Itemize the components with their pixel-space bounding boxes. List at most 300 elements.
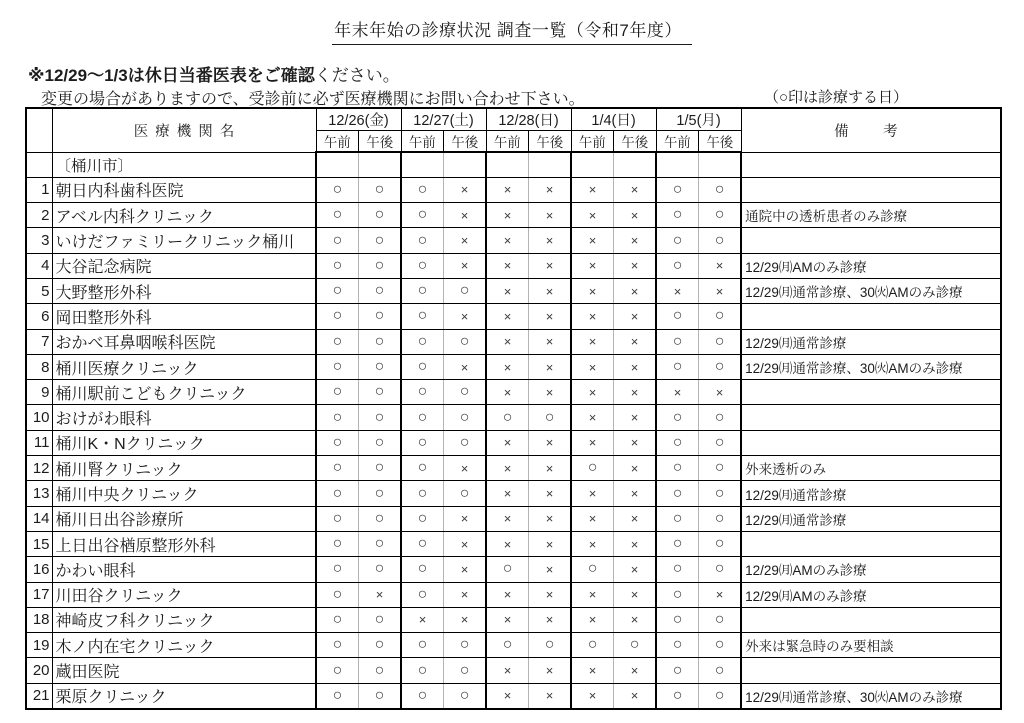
availability-mark: ○ bbox=[699, 683, 742, 708]
row-number: 18 bbox=[26, 607, 52, 632]
row-number: 9 bbox=[26, 380, 52, 405]
availability-mark: × bbox=[486, 531, 529, 556]
row-number: 8 bbox=[26, 354, 52, 379]
availability-mark: × bbox=[656, 278, 699, 303]
availability-mark: × bbox=[614, 430, 657, 455]
availability-mark: × bbox=[571, 607, 614, 632]
note-primary-rest: ください。 bbox=[314, 66, 400, 85]
availability-mark: ○ bbox=[316, 633, 359, 658]
availability-mark: × bbox=[614, 683, 657, 708]
availability-mark: ○ bbox=[486, 405, 529, 430]
availability-mark: ○ bbox=[359, 203, 402, 228]
availability-mark: ○ bbox=[316, 607, 359, 632]
row-number: 5 bbox=[26, 278, 52, 303]
column-header-remarks: 備 考 bbox=[741, 108, 1001, 152]
availability-mark: × bbox=[486, 481, 529, 506]
column-header-session: 午前 bbox=[316, 131, 359, 153]
availability-mark: × bbox=[571, 683, 614, 708]
availability-mark: × bbox=[529, 531, 572, 556]
availability-mark: ○ bbox=[699, 405, 742, 430]
remarks-cell: 12/29㈪AMのみ診療 bbox=[741, 253, 1001, 278]
row-number: 20 bbox=[26, 658, 52, 683]
row-number: 4 bbox=[26, 253, 52, 278]
column-header-date: 1/4(日) bbox=[571, 108, 656, 131]
column-header-session: 午後 bbox=[444, 131, 487, 153]
availability-mark: ○ bbox=[316, 582, 359, 607]
availability-mark: × bbox=[486, 304, 529, 329]
remarks-cell: 12/29㈪AMのみ診療 bbox=[741, 557, 1001, 582]
availability-mark: ○ bbox=[316, 380, 359, 405]
availability-mark: ○ bbox=[444, 278, 487, 303]
availability-mark: × bbox=[444, 557, 487, 582]
clinic-name: アベル内科クリニック bbox=[52, 203, 316, 228]
empty-cell bbox=[571, 152, 614, 177]
availability-mark: × bbox=[571, 405, 614, 430]
table-row bbox=[26, 456, 1001, 481]
clinic-name: 栗原クリニック bbox=[52, 683, 316, 708]
availability-mark: × bbox=[529, 557, 572, 582]
availability-mark: ○ bbox=[359, 658, 402, 683]
availability-mark: ○ bbox=[656, 329, 699, 354]
remarks-cell bbox=[741, 152, 1001, 177]
availability-mark: ○ bbox=[699, 177, 742, 202]
remarks-cell bbox=[741, 658, 1001, 683]
table-row bbox=[26, 430, 1001, 455]
availability-mark: × bbox=[486, 278, 529, 303]
note-primary-bold: ※12/29～1/3は休日当番医表をご確認 bbox=[28, 66, 315, 85]
note-secondary: 変更の場合がありますので、受診前に必ず医療機関にお問い合わせ下さい。 bbox=[41, 91, 585, 108]
availability-mark: × bbox=[571, 481, 614, 506]
availability-mark: ○ bbox=[316, 456, 359, 481]
table-row bbox=[26, 228, 1001, 253]
availability-mark: × bbox=[571, 582, 614, 607]
empty-cell bbox=[444, 152, 487, 177]
availability-mark: ○ bbox=[359, 354, 402, 379]
table-row bbox=[26, 633, 1001, 658]
availability-mark: × bbox=[529, 304, 572, 329]
availability-mark: ○ bbox=[571, 633, 614, 658]
clinic-name: 上日出谷楢原整形外科 bbox=[52, 531, 316, 556]
availability-mark: × bbox=[571, 354, 614, 379]
table-row bbox=[26, 607, 1001, 632]
availability-mark: ○ bbox=[699, 304, 742, 329]
availability-mark: ○ bbox=[316, 405, 359, 430]
remarks-cell bbox=[741, 177, 1001, 202]
availability-mark: ○ bbox=[316, 203, 359, 228]
availability-mark: ○ bbox=[401, 228, 444, 253]
table-row bbox=[26, 253, 1001, 278]
table-row bbox=[26, 658, 1001, 683]
remarks-cell: 12/29㈪通常診療、30㈫AMのみ診療 bbox=[741, 354, 1001, 379]
table-row bbox=[26, 582, 1001, 607]
availability-mark: × bbox=[614, 304, 657, 329]
column-header-session: 午前 bbox=[486, 131, 529, 153]
availability-mark: ○ bbox=[359, 228, 402, 253]
row-number: 21 bbox=[26, 683, 52, 708]
availability-mark: × bbox=[486, 380, 529, 405]
availability-mark: × bbox=[486, 607, 529, 632]
row-number: 2 bbox=[26, 203, 52, 228]
availability-mark: ○ bbox=[486, 557, 529, 582]
availability-mark: ○ bbox=[401, 683, 444, 708]
availability-mark: ○ bbox=[401, 304, 444, 329]
availability-mark: × bbox=[529, 278, 572, 303]
availability-mark: × bbox=[529, 658, 572, 683]
clinic-name: 木ノ内在宅クリニック bbox=[52, 633, 316, 658]
availability-mark: × bbox=[444, 582, 487, 607]
table-row bbox=[26, 203, 1001, 228]
empty-cell bbox=[699, 152, 742, 177]
availability-mark: × bbox=[614, 253, 657, 278]
availability-mark: ○ bbox=[571, 557, 614, 582]
remarks-cell: 12/29㈪通常診療 bbox=[741, 481, 1001, 506]
availability-mark: × bbox=[486, 228, 529, 253]
table-row bbox=[26, 481, 1001, 506]
row-number: 10 bbox=[26, 405, 52, 430]
availability-mark: × bbox=[529, 203, 572, 228]
table-row bbox=[26, 683, 1001, 708]
availability-mark: × bbox=[571, 506, 614, 531]
availability-mark: × bbox=[359, 582, 402, 607]
clinic-name: 大野整形外科 bbox=[52, 278, 316, 303]
remarks-cell: 12/29㈪通常診療 bbox=[741, 506, 1001, 531]
availability-mark: ○ bbox=[359, 253, 402, 278]
availability-mark: ○ bbox=[359, 481, 402, 506]
table-row bbox=[26, 380, 1001, 405]
column-header-name: 医療機関名 bbox=[52, 108, 316, 152]
availability-mark: ○ bbox=[656, 506, 699, 531]
remarks-cell: 12/29㈪通常診療、30㈫AMのみ診療 bbox=[741, 278, 1001, 303]
availability-mark: ○ bbox=[316, 658, 359, 683]
availability-mark: ○ bbox=[316, 228, 359, 253]
availability-mark: ○ bbox=[359, 329, 402, 354]
remarks-cell bbox=[741, 304, 1001, 329]
availability-mark: × bbox=[571, 531, 614, 556]
availability-mark: ○ bbox=[359, 607, 402, 632]
remarks-cell bbox=[741, 228, 1001, 253]
availability-mark: ○ bbox=[401, 531, 444, 556]
column-header-date: 1/5(月) bbox=[656, 108, 741, 131]
availability-mark: ○ bbox=[656, 531, 699, 556]
column-header-session: 午前 bbox=[571, 131, 614, 153]
availability-mark: ○ bbox=[359, 456, 402, 481]
remarks-cell bbox=[741, 405, 1001, 430]
availability-mark: × bbox=[614, 658, 657, 683]
table-row bbox=[26, 329, 1001, 354]
availability-mark: × bbox=[614, 354, 657, 379]
availability-mark: ○ bbox=[656, 405, 699, 430]
availability-mark: × bbox=[614, 582, 657, 607]
availability-mark: ○ bbox=[699, 354, 742, 379]
availability-mark: × bbox=[529, 506, 572, 531]
column-header-session: 午前 bbox=[401, 131, 444, 153]
availability-mark: ○ bbox=[316, 506, 359, 531]
remarks-cell: 通院中の透析患者のみ診療 bbox=[741, 203, 1001, 228]
column-header-date: 12/27(土) bbox=[401, 108, 486, 131]
clinic-schedule-table bbox=[25, 107, 1002, 710]
availability-mark: ○ bbox=[359, 531, 402, 556]
availability-mark: × bbox=[486, 658, 529, 683]
availability-mark: × bbox=[699, 253, 742, 278]
clinic-name: 桶川医療クリニック bbox=[52, 354, 316, 379]
availability-mark: ○ bbox=[401, 354, 444, 379]
availability-mark: ○ bbox=[699, 203, 742, 228]
availability-mark: ○ bbox=[656, 430, 699, 455]
availability-mark: ○ bbox=[656, 607, 699, 632]
availability-mark: × bbox=[571, 304, 614, 329]
availability-mark: ○ bbox=[316, 531, 359, 556]
empty-cell bbox=[529, 152, 572, 177]
availability-mark: ○ bbox=[401, 253, 444, 278]
availability-mark: × bbox=[529, 481, 572, 506]
availability-mark: × bbox=[444, 506, 487, 531]
empty-cell bbox=[614, 152, 657, 177]
availability-mark: × bbox=[444, 354, 487, 379]
row-number: 6 bbox=[26, 304, 52, 329]
availability-mark: ○ bbox=[401, 582, 444, 607]
availability-mark: ○ bbox=[656, 633, 699, 658]
remarks-cell bbox=[741, 430, 1001, 455]
city-label: 〔桶川市〕 bbox=[52, 152, 316, 177]
availability-mark: × bbox=[614, 481, 657, 506]
row-number: 11 bbox=[26, 430, 52, 455]
availability-mark: × bbox=[486, 177, 529, 202]
availability-mark: ○ bbox=[656, 557, 699, 582]
availability-mark: ○ bbox=[699, 430, 742, 455]
clinic-table-body bbox=[26, 152, 1001, 709]
availability-mark: × bbox=[486, 582, 529, 607]
availability-mark: × bbox=[444, 607, 487, 632]
clinic-name: 川田谷クリニック bbox=[52, 582, 316, 607]
availability-mark: ○ bbox=[401, 177, 444, 202]
empty-cell bbox=[401, 152, 444, 177]
availability-mark: ○ bbox=[656, 582, 699, 607]
availability-mark: × bbox=[486, 683, 529, 708]
availability-mark: ○ bbox=[656, 456, 699, 481]
availability-mark: × bbox=[699, 380, 742, 405]
clinic-name: 大谷記念病院 bbox=[52, 253, 316, 278]
availability-mark: × bbox=[486, 506, 529, 531]
availability-mark: × bbox=[614, 607, 657, 632]
empty-cell bbox=[656, 152, 699, 177]
availability-mark: ○ bbox=[486, 633, 529, 658]
legend-note: （○印は診療する日） bbox=[764, 89, 909, 106]
availability-mark: ○ bbox=[699, 607, 742, 632]
availability-mark: × bbox=[529, 228, 572, 253]
row-number: 3 bbox=[26, 228, 52, 253]
availability-mark: ○ bbox=[401, 430, 444, 455]
clinic-name: 桶川腎クリニック bbox=[52, 456, 316, 481]
availability-mark: × bbox=[529, 582, 572, 607]
table-header bbox=[26, 108, 1001, 152]
title-container bbox=[0, 16, 1024, 45]
availability-mark: ○ bbox=[444, 380, 487, 405]
availability-mark: × bbox=[486, 253, 529, 278]
availability-mark: × bbox=[529, 253, 572, 278]
availability-mark: × bbox=[614, 456, 657, 481]
availability-mark: × bbox=[571, 278, 614, 303]
table-row bbox=[26, 557, 1001, 582]
availability-mark: × bbox=[571, 430, 614, 455]
availability-mark: ○ bbox=[359, 506, 402, 531]
column-header-session: 午後 bbox=[359, 131, 402, 153]
availability-mark: ○ bbox=[359, 683, 402, 708]
availability-mark: × bbox=[486, 456, 529, 481]
availability-mark: ○ bbox=[656, 177, 699, 202]
availability-mark: × bbox=[571, 253, 614, 278]
availability-mark: ○ bbox=[316, 683, 359, 708]
availability-mark: ○ bbox=[699, 658, 742, 683]
availability-mark: ○ bbox=[614, 633, 657, 658]
availability-mark: × bbox=[401, 607, 444, 632]
availability-mark: × bbox=[571, 329, 614, 354]
availability-mark: × bbox=[571, 658, 614, 683]
availability-mark: × bbox=[444, 304, 487, 329]
availability-mark: ○ bbox=[359, 278, 402, 303]
availability-mark: × bbox=[444, 253, 487, 278]
availability-mark: × bbox=[486, 430, 529, 455]
availability-mark: × bbox=[699, 278, 742, 303]
availability-mark: × bbox=[529, 329, 572, 354]
city-row bbox=[26, 152, 1001, 177]
remarks-cell: 12/29㈪AMのみ診療 bbox=[741, 582, 1001, 607]
availability-mark: ○ bbox=[401, 557, 444, 582]
remarks-cell bbox=[741, 607, 1001, 632]
table-row bbox=[26, 304, 1001, 329]
availability-mark: ○ bbox=[699, 456, 742, 481]
availability-mark: ○ bbox=[656, 304, 699, 329]
availability-mark: × bbox=[699, 582, 742, 607]
availability-mark: ○ bbox=[656, 683, 699, 708]
availability-mark: × bbox=[444, 531, 487, 556]
availability-mark: ○ bbox=[699, 329, 742, 354]
availability-mark: ○ bbox=[699, 633, 742, 658]
availability-mark: ○ bbox=[656, 481, 699, 506]
availability-mark: × bbox=[614, 203, 657, 228]
availability-mark: ○ bbox=[359, 177, 402, 202]
availability-mark: × bbox=[486, 354, 529, 379]
row-number: 7 bbox=[26, 329, 52, 354]
remarks-cell: 12/29㈪通常診療、30㈫AMのみ診療 bbox=[741, 683, 1001, 708]
availability-mark: ○ bbox=[316, 557, 359, 582]
table-row bbox=[26, 278, 1001, 303]
availability-mark: × bbox=[529, 683, 572, 708]
availability-mark: ○ bbox=[401, 658, 444, 683]
availability-mark: ○ bbox=[401, 329, 444, 354]
availability-mark: × bbox=[614, 506, 657, 531]
availability-mark: ○ bbox=[401, 380, 444, 405]
availability-mark: ○ bbox=[529, 633, 572, 658]
clinic-name: 岡田整形外科 bbox=[52, 304, 316, 329]
availability-mark: × bbox=[529, 354, 572, 379]
row-number: 19 bbox=[26, 633, 52, 658]
availability-mark: ○ bbox=[444, 481, 487, 506]
column-header-session: 午後 bbox=[529, 131, 572, 153]
availability-mark: ○ bbox=[316, 304, 359, 329]
availability-mark: × bbox=[444, 203, 487, 228]
availability-mark: ○ bbox=[359, 304, 402, 329]
row-number: 16 bbox=[26, 557, 52, 582]
clinic-name: 桶川中央クリニック bbox=[52, 481, 316, 506]
row-number: 1 bbox=[26, 177, 52, 202]
table-row bbox=[26, 531, 1001, 556]
availability-mark: ○ bbox=[359, 405, 402, 430]
availability-mark: ○ bbox=[401, 278, 444, 303]
availability-mark: ○ bbox=[656, 354, 699, 379]
empty-cell bbox=[486, 152, 529, 177]
availability-mark: ○ bbox=[529, 405, 572, 430]
column-header-date: 12/26(金) bbox=[316, 108, 401, 131]
clinic-name: 桶川K・Nクリニック bbox=[52, 430, 316, 455]
note-primary bbox=[28, 61, 400, 86]
availability-mark: ○ bbox=[699, 228, 742, 253]
availability-mark: ○ bbox=[401, 405, 444, 430]
row-number: 14 bbox=[26, 506, 52, 531]
column-header-session: 午前 bbox=[656, 131, 699, 153]
empty-cell bbox=[316, 152, 359, 177]
row-number: 12 bbox=[26, 456, 52, 481]
availability-mark: ○ bbox=[316, 481, 359, 506]
clinic-name: おけがわ眼科 bbox=[52, 405, 316, 430]
availability-mark: × bbox=[444, 228, 487, 253]
row-number: 15 bbox=[26, 531, 52, 556]
availability-mark: × bbox=[571, 380, 614, 405]
clinic-name: 朝日内科歯科医院 bbox=[52, 177, 316, 202]
availability-mark: ○ bbox=[359, 633, 402, 658]
availability-mark: × bbox=[614, 177, 657, 202]
availability-mark: ○ bbox=[401, 456, 444, 481]
column-header-session: 午後 bbox=[699, 131, 742, 153]
remarks-cell: 外来は緊急時のみ要相談 bbox=[741, 633, 1001, 658]
clinic-name: 神崎皮フ科クリニック bbox=[52, 607, 316, 632]
availability-mark: × bbox=[529, 430, 572, 455]
availability-mark: ○ bbox=[401, 633, 444, 658]
page-title: 年末年始の診療状況 調査一覧（令和7年度） bbox=[332, 16, 692, 45]
availability-mark: × bbox=[486, 203, 529, 228]
availability-mark: ○ bbox=[359, 380, 402, 405]
table-row bbox=[26, 354, 1001, 379]
availability-mark: ○ bbox=[316, 253, 359, 278]
availability-mark: ○ bbox=[656, 253, 699, 278]
table-row bbox=[26, 177, 1001, 202]
availability-mark: × bbox=[529, 380, 572, 405]
clinic-name: おかべ耳鼻咽喉科医院 bbox=[52, 329, 316, 354]
table-row bbox=[26, 405, 1001, 430]
availability-mark: × bbox=[571, 177, 614, 202]
clinic-name: 桶川駅前こどもクリニック bbox=[52, 380, 316, 405]
availability-mark: ○ bbox=[316, 430, 359, 455]
availability-mark: ○ bbox=[699, 506, 742, 531]
clinic-name: 蔵田医院 bbox=[52, 658, 316, 683]
availability-mark: ○ bbox=[699, 481, 742, 506]
row-number: 17 bbox=[26, 582, 52, 607]
table-row bbox=[26, 506, 1001, 531]
row-number bbox=[26, 152, 52, 177]
availability-mark: × bbox=[614, 329, 657, 354]
availability-mark: × bbox=[614, 228, 657, 253]
clinic-name: いけだファミリークリニック桶川 bbox=[52, 228, 316, 253]
row-number-header bbox=[26, 108, 52, 152]
remarks-cell bbox=[741, 380, 1001, 405]
availability-mark: ○ bbox=[316, 354, 359, 379]
availability-mark: ○ bbox=[444, 683, 487, 708]
availability-mark: × bbox=[614, 531, 657, 556]
remarks-cell bbox=[741, 531, 1001, 556]
availability-mark: ○ bbox=[656, 228, 699, 253]
availability-mark: ○ bbox=[699, 531, 742, 556]
availability-mark: ○ bbox=[359, 557, 402, 582]
availability-mark: ○ bbox=[444, 430, 487, 455]
